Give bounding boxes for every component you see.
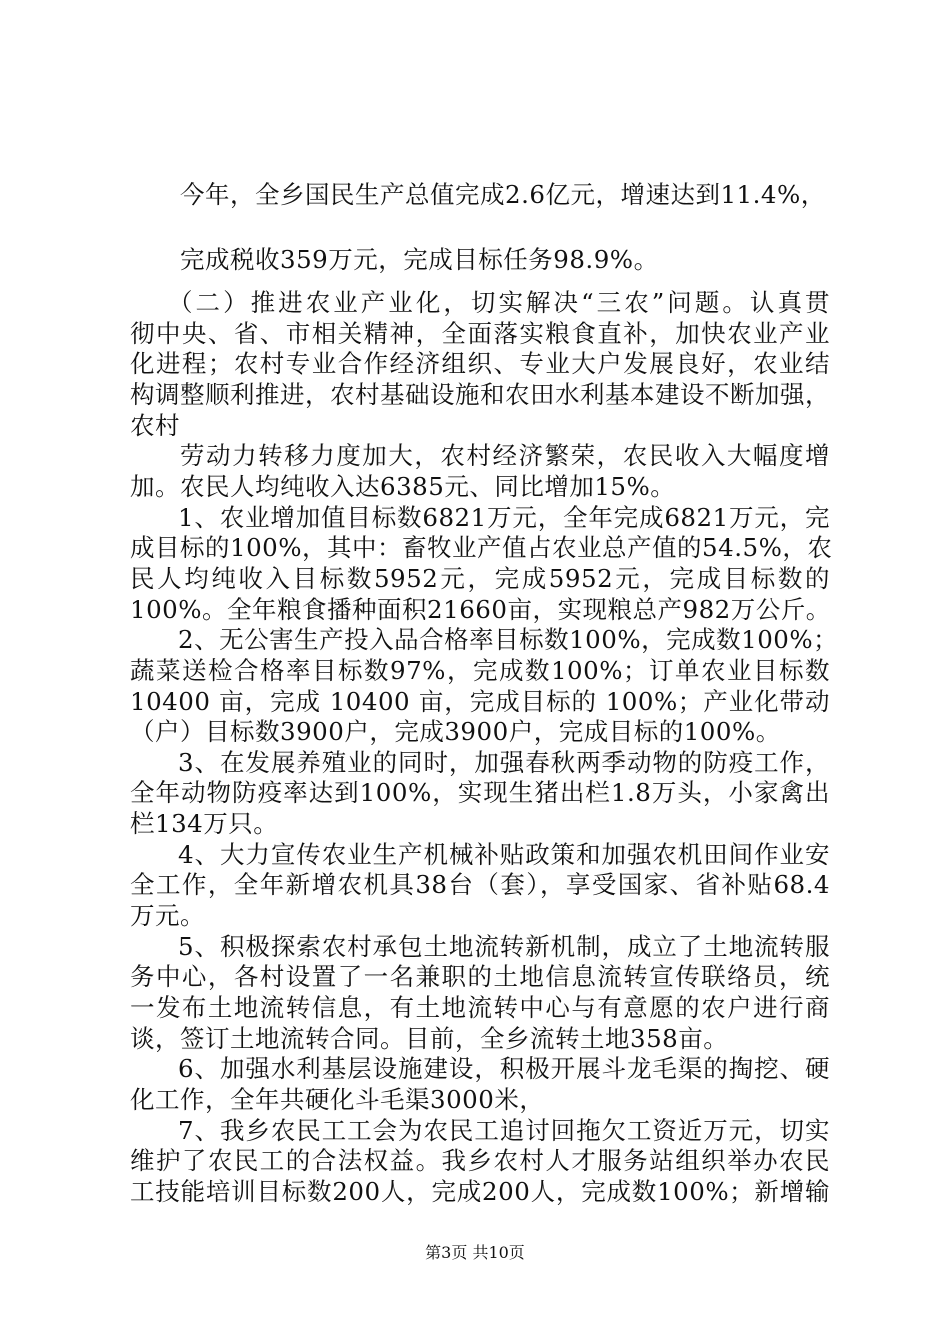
text-line: 民人均纯收入目标数5952元，完成5952元，完成目标数的 bbox=[130, 564, 830, 593]
text-line: 10400 亩，完成 10400 亩，完成目标的 100%；产业化带动 bbox=[130, 687, 830, 716]
page-footer: 第3页 共10页 bbox=[425, 1243, 525, 1262]
text-line: 全工作，全年新增农机具38台（套），享受国家、省补贴68.4 bbox=[130, 870, 830, 899]
text-line: 化工作，全年共硬化斗毛渠3000米， bbox=[130, 1085, 545, 1114]
text-line: 劳动力转移力度加大，农村经济繁荣，农民收入大幅度增 bbox=[180, 441, 830, 470]
text-line: 2、无公害生产投入品合格率目标数100%，完成数100%； bbox=[178, 625, 839, 654]
text-line: 构调整顺利推进，农村基础设施和农田水利基本建设不断加强， bbox=[130, 380, 830, 409]
text-line: 6、加强水利基层设施建设，积极开展斗龙毛渠的掏挖、硬 bbox=[178, 1054, 830, 1083]
text-line: 4、大力宣传农业生产机械补贴政策和加强农机田间作业安 bbox=[178, 840, 830, 869]
text-line: 3、在发展养殖业的同时，加强春秋两季动物的防疫工作， bbox=[178, 748, 830, 777]
text-line: 栏134万只。 bbox=[130, 809, 279, 838]
text-line: 成目标的100%，其中：畜牧业产值占农业总产值的54.5%，农 bbox=[130, 533, 833, 562]
text-line: 谈，签订土地流转合同。目前，全乡流转土地358亩。 bbox=[130, 1024, 729, 1053]
text-line: 务中心，各村设置了一名兼职的土地信息流转宣传联络员，统 bbox=[130, 962, 830, 991]
text-line: 工技能培训目标数200人，完成200人，完成数100%；新增输 bbox=[130, 1177, 830, 1206]
text-line: 维护了农民工的合法权益。我乡农村人才服务站组织举办农民 bbox=[130, 1146, 830, 1175]
text-line: 全年动物防疫率达到100%，实现生猪出栏1.8万头，小家禽出 bbox=[130, 778, 830, 807]
text-line: （二）推进农业产业化，切实解决“三农”问题。认真贯 bbox=[168, 288, 830, 317]
text-line: 今年，全乡国民生产总值完成2.6亿元，增速达到11.4%， bbox=[180, 180, 826, 209]
text-line: 万元。 bbox=[130, 901, 205, 930]
text-line: 农村 bbox=[130, 411, 180, 440]
text-line: 5、积极探索农村承包土地流转新机制，成立了土地流转服 bbox=[178, 932, 830, 961]
text-line: 彻中央、省、市相关精神，全面落实粮食直补，加快农业产业 bbox=[130, 319, 830, 348]
text-line: 加。农民人均纯收入达6385元、同比增加15%。 bbox=[130, 472, 676, 501]
text-line: 7、我乡农民工工会为农民工追讨回拖欠工资近万元，切实 bbox=[178, 1116, 830, 1145]
text-line: 完成税收359万元，完成目标任务98.9%。 bbox=[180, 245, 659, 274]
text-line: 蔬菜送检合格率目标数97%，完成数100%；订单农业目标数 bbox=[130, 656, 830, 685]
text-line: （户）目标数3900户，完成3900户，完成目标的100%。 bbox=[130, 717, 781, 746]
text-line: 化进程；农村专业合作经济组织、专业大户发展良好，农业结 bbox=[130, 349, 830, 378]
text-line: 100%。全年粮食播种面积21660亩，实现粮总产982万公斤。 bbox=[130, 595, 831, 624]
text-line: 1、农业增加值目标数6821万元，全年完成6821万元，完 bbox=[178, 503, 830, 532]
text-line: 一发布土地流转信息，有土地流转中心与有意愿的农户进行商 bbox=[130, 993, 830, 1022]
